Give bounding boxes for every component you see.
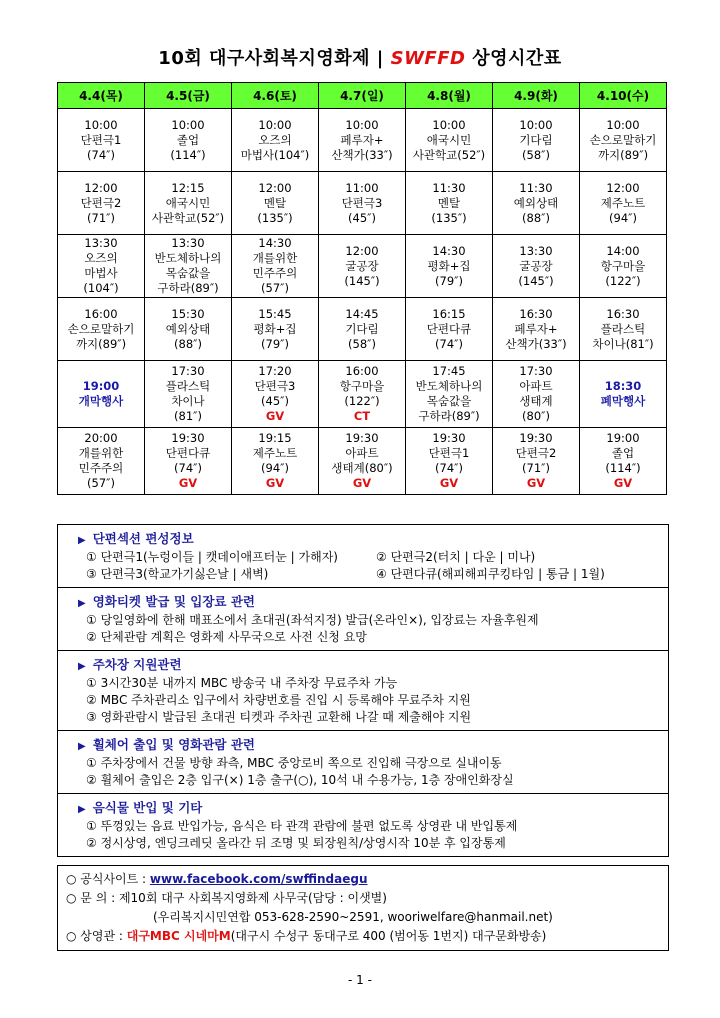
screening-text: 사관학교(52″) [412,147,486,162]
screening-cell [493,109,580,172]
screening-time: 11:30 [519,180,553,195]
screening-time: 14:45 [345,306,379,321]
info-line [58,566,668,583]
screening-text: 단편극1 [80,132,122,147]
screening-text: (74″) [174,461,202,475]
info-line: ② 휠체어 출입은 2층 입구(×) 1층 출구(○), 10석 내 수용가능, 1층 장애인화장실 [86,773,514,787]
info-heading [58,593,668,612]
screening-text: 구하라(89″) [157,281,219,295]
screening-time: 10:00 [171,117,205,132]
screening-text: 오즈의 [84,251,118,265]
screening-text: (79″) [435,273,463,288]
screening-text: 애국시민 [165,195,211,210]
screening-text: 까지(89″) [75,336,127,351]
info-line [58,549,668,566]
screening-text: 단편극3 [341,195,383,210]
screening-text: 목숨값을 [426,394,472,408]
screening-text: 오즈의 [258,132,292,147]
screening-text: 멘탈 [263,195,287,210]
screening-time: 14:00 [606,243,640,258]
schedule-table [57,82,667,495]
screening-text: 플라스틱 [600,321,646,336]
info-heading-text: 음식물 반입 및 기타 [92,800,203,815]
screening-text: 아파트 [345,446,379,460]
info-line: ② MBC 주차관리소 입구에서 차량번호를 진입 시 등록해야 무료주차 지원 [86,693,471,707]
screening-text: (58″) [522,147,550,162]
info-line: ① 주차장에서 건물 방향 좌측, MBC 중앙로비 쪽으로 진입해 극장으로 실내이동 [86,756,502,770]
info-heading [58,736,668,755]
screening-text: 항구마을 [600,258,646,273]
screening-time: 16:30 [606,306,640,321]
screening-text: (94″) [261,461,289,475]
screening-cell [493,235,580,298]
screening-time: 13:30 [519,243,553,258]
screening-text: 생태계(80″) [331,461,393,475]
venue-address: (대구시 수성구 동대구로 400 (범어동 1번지) 대구문화방송) [230,929,547,943]
screening-text: (114″) [170,147,206,162]
screening-time: 19:30 [519,431,553,445]
screening-cell [145,109,232,172]
info-item: ④ 단편다큐(해피해피쿠킹타임 | 통금 | 1월) [376,567,605,581]
screening-text: (57″) [261,281,289,295]
screening-cell [406,235,493,298]
screening-time: 15:45 [258,306,292,321]
screening-cell [319,235,406,298]
screening-text: 산책가(33″) [505,336,567,351]
event-tag: GV [352,476,372,490]
screening-text: 마법사 [84,266,118,280]
screening-time: 19:00 [606,431,640,445]
info-line: ① 뚜껑있는 음료 반입가능, 음식은 타 관객 관람에 불편 없도록 상영관 내 반입통제 [86,819,518,833]
day-header: 4.8(월) [406,83,493,109]
screening-text: 손으로말하기 [67,321,135,336]
screening-text: 기다림 [519,132,553,147]
day-header-row [58,83,667,109]
screening-text: 플라스틱 [165,379,211,393]
screening-cell [580,361,667,428]
screening-text: 목숨값을 [165,266,211,280]
schedule-row [58,109,667,172]
screening-text: 반도체하나의 [415,379,483,393]
screening-text: 페루자+ [340,132,384,147]
screening-cell [319,109,406,172]
screening-text: (114″) [605,461,641,475]
screening-cell [58,298,145,361]
screening-text: (122″) [605,273,641,288]
screening-time: 17:30 [519,364,553,378]
screening-time: 15:30 [171,306,205,321]
screening-text: 단편극2 [80,195,122,210]
screening-text: 단편극1 [428,446,470,460]
screening-time: 12:00 [258,180,292,195]
screening-text: 평화+집 [253,321,297,336]
screening-text: 제주노트 [252,446,298,460]
screening-text: 졸업 [176,132,200,147]
screening-time: 13:30 [171,236,205,250]
site-link[interactable]: www.facebook.com/swffindaegu [149,872,368,886]
screening-time: 13:30 [84,236,118,250]
screening-text: (81″) [174,409,202,423]
event-tag: GV [526,476,546,490]
info-line: ① 3시간30분 내까지 MBC 방송국 내 주차장 무료주차 가능 [86,676,398,690]
title-brand: SWFFD [390,48,466,69]
screening-cell [319,298,406,361]
screening-text: 단편극2 [515,446,557,460]
screening-time: 19:00 [82,379,120,393]
screening-text: 예외상태 [165,321,211,336]
info-line: ② 단체관람 계획은 영화제 사무국으로 사전 신청 요망 [86,630,367,644]
day-header: 4.4(목) [58,83,145,109]
screening-cell [58,235,145,298]
screening-text: (74″) [435,336,463,351]
schedule-row [58,361,667,428]
page-number: - 1 - [348,973,372,987]
screening-cell [580,172,667,235]
screening-text: 평화+집 [427,258,471,273]
venue-name: 대구MBC 시네마M [126,929,231,943]
screening-text: (145″) [344,273,380,288]
screening-cell [232,235,319,298]
screening-text: (94″) [609,210,637,225]
screening-cell [232,109,319,172]
screening-text: (88″) [522,210,550,225]
screening-time: 10:00 [84,117,118,132]
screening-cell [145,361,232,428]
screening-text: (58″) [348,336,376,351]
screening-cell [580,235,667,298]
screening-cell [493,298,580,361]
screening-time: 12:00 [606,180,640,195]
footer-venue [58,927,668,946]
screening-time: 12:00 [345,243,379,258]
screening-text: 단편다큐 [426,321,472,336]
screening-time: 16:15 [432,306,466,321]
info-heading-text: 영화티켓 발급 및 입장료 관련 [92,594,256,609]
info-item: ② 단편극2(터치 | 다운 | 미나) [376,550,536,564]
screening-cell [319,172,406,235]
screening-cell [493,172,580,235]
schedule-row [58,235,667,298]
site-label: ○ 공식사이트 : [66,872,150,886]
screening-text: 생태계 [519,394,553,408]
screening-cell [406,428,493,495]
screening-time: 18:30 [604,379,642,393]
screening-text: 단편다큐 [165,446,211,460]
screening-text: 제주노트 [600,195,646,210]
screening-time: 10:00 [432,117,466,132]
screening-text: (135″) [257,210,293,225]
screening-time: 16:30 [519,306,553,321]
event-tag: GV [439,476,459,490]
schedule-row [58,172,667,235]
screening-time: 17:45 [432,364,466,378]
screening-time: 12:00 [84,180,118,195]
screening-text: 손으로말하기 [589,132,657,147]
screening-cell [58,172,145,235]
screening-text: 민주주의 [252,266,298,280]
screening-text: 구하라(89″) [418,409,480,423]
screening-cell [232,361,319,428]
screening-text: 마법사(104″) [240,147,310,162]
screening-cell [58,109,145,172]
screening-cell [319,428,406,495]
event-tag: GV [613,476,633,490]
screening-time: 19:15 [258,431,292,445]
screening-time: 10:00 [519,117,553,132]
screening-text: 아파트 [519,379,553,393]
screening-text: 차이나 [171,394,205,408]
info-heading-text: 주차장 지원관련 [92,657,182,672]
screening-time: 19:30 [171,431,205,445]
info-item: ③ 단편극3(학교가기싫은날 | 새벽) [86,567,269,581]
screening-text: (57″) [87,476,115,490]
screening-time: 10:00 [606,117,640,132]
screening-text: 졸업 [611,446,635,460]
footer-contact: ○ 문 의 : 제10회 대구 사회복지영화제 사무국(담당 : 이샛별) [66,891,387,905]
screening-text: 폐막행사 [600,394,646,408]
screening-cell [232,428,319,495]
event-tag: GV [265,409,285,423]
triangle-bullet-icon: ▶ [78,661,86,672]
screening-text: (145″) [518,273,554,288]
screening-time: 19:30 [432,431,466,445]
screening-text: 까지(89″) [597,147,649,162]
info-heading [58,656,668,675]
day-header: 4.10(수) [580,83,667,109]
screening-cell [58,428,145,495]
footer-box [57,865,669,951]
screening-text: (71″) [522,461,550,475]
screening-time: 17:20 [258,364,292,378]
title-tail: 상영시간표 [465,48,562,69]
screening-text: 산책가(33″) [331,147,393,162]
day-header: 4.5(금) [145,83,232,109]
screening-text: 단편극3 [254,379,296,393]
screening-cell [493,428,580,495]
screening-text: 민주주의 [78,461,124,475]
screening-text: (122″) [344,394,380,408]
screening-text: (80″) [522,409,550,423]
screening-text: 예외상태 [513,195,559,210]
screening-cell [145,172,232,235]
screening-time: 16:00 [84,306,118,321]
screening-text: 사관학교(52″) [151,210,225,225]
screening-text: 개를위한 [78,446,124,460]
screening-time: 19:30 [345,431,379,445]
info-heading-text: 단편섹션 편성정보 [92,531,194,546]
screening-text: (71″) [87,210,115,225]
info-section [58,651,668,731]
screening-cell [232,298,319,361]
info-section [58,794,668,856]
screening-text: (88″) [174,336,202,351]
screening-text: (79″) [261,336,289,351]
schedule-body [58,109,667,495]
triangle-bullet-icon: ▶ [78,804,86,815]
screening-cell [145,428,232,495]
screening-cell [580,109,667,172]
info-section [58,731,668,794]
info-heading [58,799,668,818]
screening-time: 14:30 [258,236,292,250]
screening-time: 11:30 [432,180,466,195]
page-title [0,44,720,70]
screening-time: 10:00 [345,117,379,132]
day-header: 4.7(일) [319,83,406,109]
screening-time: 16:00 [345,364,379,378]
triangle-bullet-icon: ▶ [78,741,86,752]
screening-cell [406,298,493,361]
info-line: ③ 영화관람시 발급된 초대권 티켓과 주차권 교환해 나갈 때 제출해야 지원 [86,710,472,724]
screening-time: 17:30 [171,364,205,378]
info-heading-text: 휠체어 출입 및 영화관람 관련 [92,737,256,752]
info-section [58,588,668,651]
screening-text: (45″) [261,394,289,408]
screening-time: 10:00 [258,117,292,132]
screening-text: 페루자+ [514,321,558,336]
screening-text: (74″) [435,461,463,475]
venue-label: ○ 상영관 : [66,929,127,943]
screening-text: 개를위한 [252,251,298,265]
screening-cell [406,172,493,235]
screening-cell [580,428,667,495]
screening-time: 11:00 [345,180,379,195]
event-tag: GV [178,476,198,490]
screening-time: 12:15 [171,180,205,195]
info-item: ① 단편극1(누렁이들 | 캣데이애프터눈 | 가해자) [86,550,338,564]
screening-text: 차이나(81″) [592,336,654,351]
screening-cell [145,298,232,361]
screening-text: 애국시민 [426,132,472,147]
triangle-bullet-icon: ▶ [78,535,86,546]
screening-text: 멘탈 [437,195,461,210]
screening-cell [145,235,232,298]
screening-time: 20:00 [84,431,118,445]
screening-cell [493,361,580,428]
screening-cell [406,109,493,172]
screening-cell [58,361,145,428]
screening-text: 항구마을 [339,379,385,393]
day-header: 4.6(토) [232,83,319,109]
day-header: 4.9(화) [493,83,580,109]
event-tag: GV [265,476,285,490]
screening-cell [406,361,493,428]
info-section [58,525,668,588]
event-tag: CT [353,409,371,423]
screening-cell [580,298,667,361]
screening-text: 기다림 [345,321,379,336]
info-line: ② 정시상영, 엔딩크레딧 올라간 뒤 조명 및 퇴장원칙/상영시작 10분 후 입장통제 [86,836,506,850]
screening-text: 개막행사 [78,394,124,408]
screening-time: 14:30 [432,243,466,258]
info-line: ① 당일영화에 한해 매표소에서 초대권(좌석지정) 발급(온라인×), 입장료는 자율후원제 [86,613,539,627]
screening-text: (135″) [431,210,467,225]
footer-contact-detail: (우리복지시민연합 053-628-2590~2591, wooriwelfare@hanmail.net) [153,910,553,924]
screening-text: (74″) [87,147,115,162]
screening-text: 굴공장 [345,258,379,273]
screening-cell [319,361,406,428]
screening-text: 굴공장 [519,258,553,273]
footer-site [58,870,668,889]
schedule-row [58,428,667,495]
screening-cell [232,172,319,235]
schedule-row [58,298,667,361]
info-heading [58,530,668,549]
info-box [57,524,669,857]
title-main: 10회 대구사회복지영화제 | [158,48,391,69]
screening-text: (45″) [348,210,376,225]
triangle-bullet-icon: ▶ [78,598,86,609]
screening-text: 반도체하나의 [154,251,222,265]
screening-text: (104″) [83,281,119,295]
